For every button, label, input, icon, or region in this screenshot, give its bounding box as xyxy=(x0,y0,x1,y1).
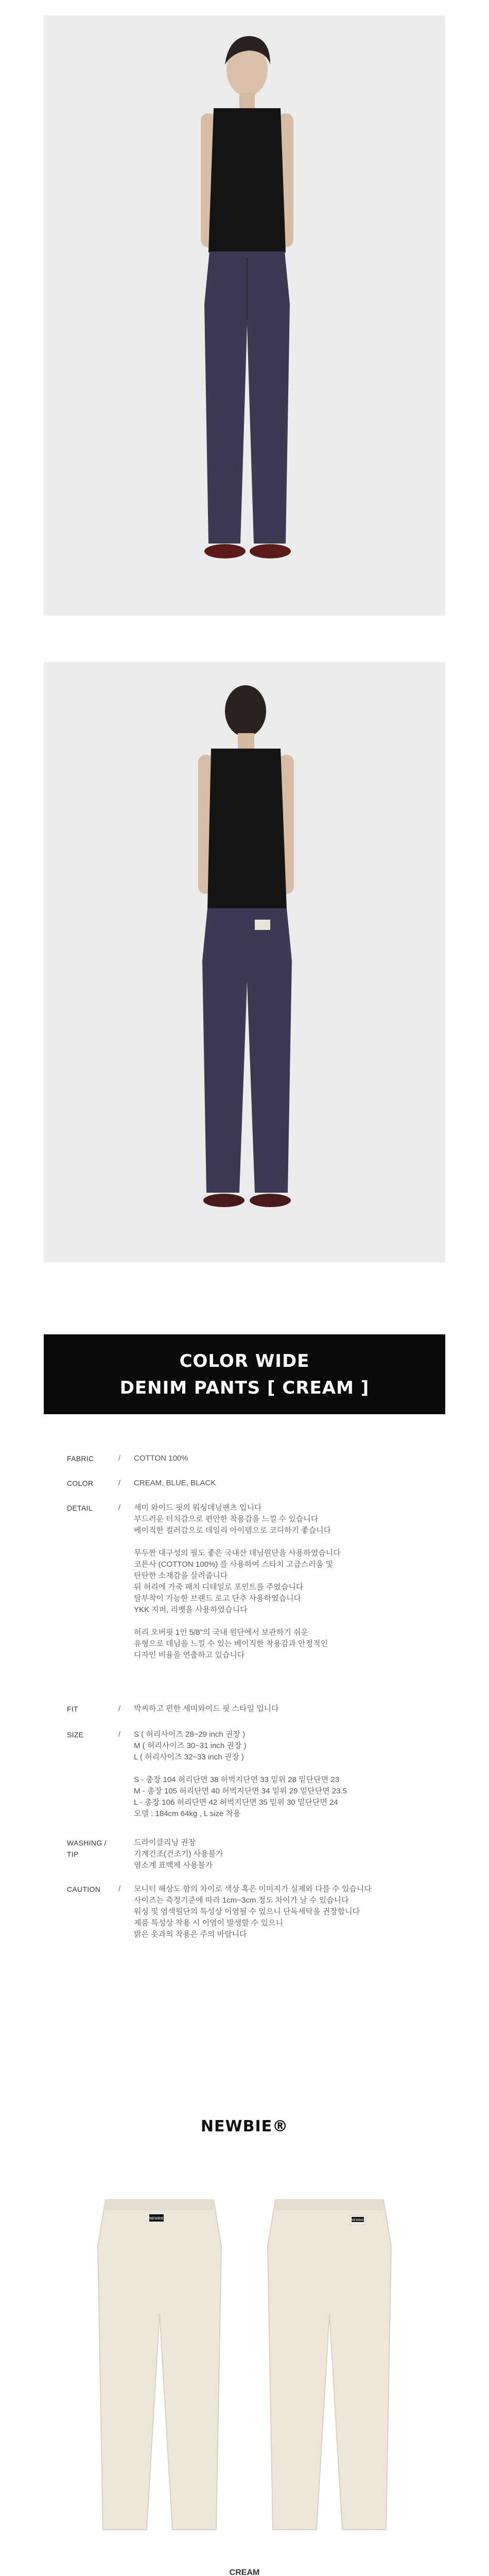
spec-value: COTTON 100% xyxy=(134,1454,188,1463)
spec-row-caution xyxy=(67,1884,427,1945)
spec-sep: / xyxy=(118,1503,121,1512)
back-label-text: NEWBIE xyxy=(352,2218,364,2222)
spec-value: 모니터 해상도 함의 차이로 색상 혹은 이미지가 실제와 다를 수 있습니다 사이즈는 측정기준에 따라 1cm~3cm 정도 차이가 날 수 있습니다 워싱 및 염색원단의 특성상 이염될 수 있으니 단독세탁을 권장합니다 제품 특성상 착용 시 이염이 발생할 수 있으니 밝은 옷과의 착용은 주의 바랍니다 xyxy=(134,1885,372,1939)
spec-key: SIZE xyxy=(67,1731,84,1739)
model-front-photo xyxy=(44,15,445,616)
spec-row-fabric xyxy=(67,1453,427,1464)
spec-row-size xyxy=(67,1729,427,1827)
spec-sep: / xyxy=(118,1704,121,1713)
brand-logo: NEWBIE® xyxy=(200,2117,289,2136)
spec-key: COLOR xyxy=(67,1479,94,1487)
spec-value: 세미 와이드 핏의 워싱데님팬츠 입니다 부드러운 터치감으로 편안한 착용감을 느낄 수 있습니다 베이직한 컬러감으로 데일리 아이템으로 코디하기 좋습니다 무두짠 대구성의 필도 좋은 국내산 데님원단을 사용하였습니다 코튼사 (COTTON 100%) 를 사용하여 스타치 고급스러움 및 탄탄한 소재감을 살려줍니다 뒤 허리에 가죽 패치 디테일로 포인트를 주었습니다 탈부착이 가능한 브랜드 로고 단추 사용하였습니다 YKK 지퍼, 리벳을 사용하였습니다 허리 오버핏 1인 5/8"의 국내 원단에서 보관하기 쉬운 유형으로 데님을 느낄 수 있는 베이직한 착용감과 안정적인 디자인 비율을 연출하고 있습니다 xyxy=(134,1503,341,1659)
spec-value: CREAM, BLUE, BLACK xyxy=(134,1479,216,1487)
spec-sep: / xyxy=(118,1454,121,1463)
spec-key: FABRIC xyxy=(67,1454,94,1463)
spec-key: DETAIL xyxy=(67,1504,93,1512)
spec-row-detail xyxy=(67,1502,427,1688)
spec-value: S ( 허리사이즈 28~29 inch 권장 ) M ( 허리사이즈 30~31 inch 권장 ) L ( 허리사이즈 32~33 inch 권장 ) S - 총장 104 허리단면 38 허벅지단면 33 밑위 28 밑단단면 23 M - 총장 105 허리단면 40 허벅지단면 34 밑위 29 밑단단면 23.5 L - 총장 106 허리단면 42 허벅지단면 35 밑위 30 밑단단면 24 모델 : 184cm 64kg , L size 착용 xyxy=(134,1730,347,1818)
spec-key: WASHING / TIP xyxy=(67,1839,107,1858)
product-title-line1: COLOR WIDE xyxy=(179,1351,310,1371)
model-back-photo xyxy=(44,662,445,1262)
spec-value: 드라이클리닝 권장 기계건조(건조기) 사용불가 염소계 표백제 사용불가 xyxy=(134,1838,223,1870)
spec-row-fit xyxy=(67,1703,427,1715)
spec-value: 박씨하고 편한 세미와이드 핏 스타일 입니다 xyxy=(134,1704,279,1713)
spec-row-color xyxy=(67,1478,427,1489)
flatlay-photo xyxy=(44,2179,445,2550)
product-title-line2: DENIM PANTS [ CREAM ] xyxy=(119,1378,370,1398)
product-title-banner xyxy=(44,1334,445,1414)
flatlay-color-caption: CREAM xyxy=(229,2568,260,2576)
spec-sep: / xyxy=(118,1730,121,1739)
spec-sep: / xyxy=(118,1885,121,1893)
spec-row-washing xyxy=(67,1837,427,1873)
spec-sep: / xyxy=(118,1479,121,1487)
spec-key: FIT xyxy=(67,1705,78,1713)
front-label-text: NEWBIE xyxy=(149,2216,164,2221)
spec-key: CAUTION xyxy=(67,1885,101,1893)
